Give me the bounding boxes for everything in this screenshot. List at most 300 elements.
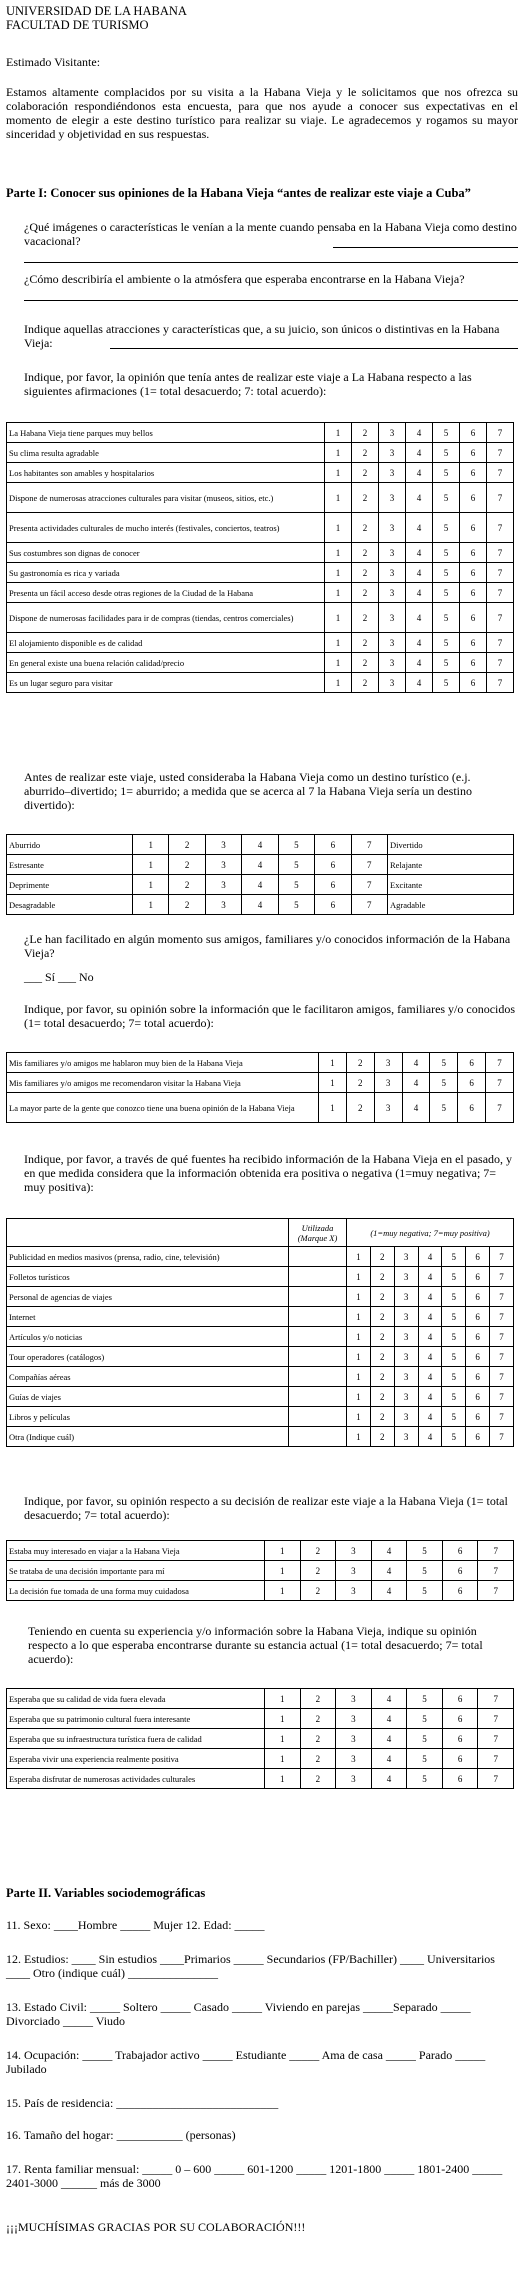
q10-r5-option-1[interactable]: 1 [265, 1769, 301, 1789]
q8-r1-option-4[interactable]: 4 [418, 1247, 442, 1267]
q10-r5-option-3[interactable]: 3 [336, 1769, 372, 1789]
q4-r9-option-1[interactable]: 1 [325, 603, 352, 633]
question-9 [6, 1494, 518, 1522]
q9-r3-option-7[interactable]: 7 [478, 1581, 514, 1601]
question-14[interactable]: 14. Ocupación: _____ Trabajador activo _____ Estudiante _____ Ama de casa _____ Parado _____ Jubilado [6, 2048, 486, 2076]
q8-r4-option-7[interactable]: 7 [490, 1307, 514, 1327]
q10-r2-option-4[interactable]: 4 [371, 1709, 407, 1729]
q8-r6-option-4[interactable]: 4 [418, 1347, 442, 1367]
q8-r5-option-1[interactable]: 1 [347, 1327, 371, 1347]
question-16[interactable]: 16. Tamaño del hogar: ___________ (personas) [6, 2128, 236, 2142]
q4-r4-option-7[interactable]: 7 [487, 483, 514, 513]
q8-row [7, 1327, 514, 1347]
q5-r1-option-4[interactable]: 4 [242, 835, 278, 855]
q4-r11-option-2[interactable]: 2 [352, 653, 379, 673]
q4-r6-option-3[interactable]: 3 [379, 543, 406, 563]
q5-r3-option-6[interactable]: 6 [315, 875, 351, 895]
q4-r8-option-1[interactable]: 1 [325, 583, 352, 603]
q5-r3-option-2[interactable]: 2 [169, 875, 205, 895]
q4-r1-option-1[interactable]: 1 [325, 423, 352, 443]
q4-r10-option-6[interactable]: 6 [460, 633, 487, 653]
q8-r3-option-6[interactable]: 6 [466, 1287, 490, 1307]
q8-r9-option-5[interactable]: 5 [442, 1407, 466, 1427]
q4-r10-option-7[interactable]: 7 [487, 633, 514, 653]
q5-r4-option-6[interactable]: 6 [315, 895, 351, 915]
q5-r3-option-4[interactable]: 4 [242, 875, 278, 895]
q7-r2-option-3[interactable]: 3 [374, 1073, 402, 1093]
q9-r1-option-5[interactable]: 5 [407, 1541, 443, 1561]
q8-r7-option-7[interactable]: 7 [490, 1367, 514, 1387]
q8-r5-option-3[interactable]: 3 [394, 1327, 418, 1347]
q8-r10-option-4[interactable]: 4 [418, 1427, 442, 1447]
q4-r1-option-4[interactable]: 4 [406, 423, 433, 443]
q5-r1-option-7[interactable]: 7 [351, 835, 387, 855]
question-13[interactable]: 13. Estado Civil: _____ Soltero _____ Casado _____ Viviendo en parejas _____Separado _____ Divorciado _____ Viudo [6, 2000, 471, 2028]
q8-r3-option-7[interactable]: 7 [490, 1287, 514, 1307]
q8-r2-option-1[interactable]: 1 [347, 1267, 371, 1287]
q7-r3-option-4[interactable]: 4 [402, 1093, 430, 1123]
q4-r7-option-2[interactable]: 2 [352, 563, 379, 583]
q8-used-checkbox[interactable] [289, 1287, 347, 1307]
q7-r3-option-2[interactable]: 2 [346, 1093, 374, 1123]
q8-r1-option-3[interactable]: 3 [394, 1247, 418, 1267]
q8-r10-option-6[interactable]: 6 [466, 1427, 490, 1447]
q5-r2-option-7[interactable]: 7 [351, 855, 387, 875]
q4-r8-option-5[interactable]: 5 [433, 583, 460, 603]
q8-used-checkbox[interactable] [289, 1427, 347, 1447]
q8-r2-option-3[interactable]: 3 [394, 1267, 418, 1287]
q4-r12-option-4[interactable]: 4 [406, 673, 433, 693]
q5-r2-option-4[interactable]: 4 [242, 855, 278, 875]
q4-r5-option-2[interactable]: 2 [352, 513, 379, 543]
q5-r4-option-3[interactable]: 3 [205, 895, 241, 915]
question-12[interactable]: 12. Estudios: ____ Sin estudios ____Primarios _____ Secundarios (FP/Bachiller) ____ Universitarios ____ Otro (indique cuál) _______________ [6, 1952, 495, 1980]
q1-answer-line[interactable] [333, 247, 518, 248]
q10-r3-option-7[interactable]: 7 [478, 1729, 514, 1749]
q8-r2-option-6[interactable]: 6 [466, 1267, 490, 1287]
q4-statement: Es un lugar seguro para visitar [7, 673, 325, 693]
q4-r12-option-6[interactable]: 6 [460, 673, 487, 693]
q5-r2-option-1[interactable]: 1 [133, 855, 169, 875]
q5-r4-option-4[interactable]: 4 [242, 895, 278, 915]
q8-r9-option-4[interactable]: 4 [418, 1407, 442, 1427]
q10-r1-option-5[interactable]: 5 [407, 1689, 443, 1709]
q8-r2-option-4[interactable]: 4 [418, 1267, 442, 1287]
q8-source: Internet [7, 1307, 289, 1327]
q9-r2-option-2[interactable]: 2 [300, 1561, 336, 1581]
q8-r1-option-2[interactable]: 2 [370, 1247, 394, 1267]
q4-r4-option-6[interactable]: 6 [460, 483, 487, 513]
q9-r3-option-4[interactable]: 4 [371, 1581, 407, 1601]
q4-r9-option-6[interactable]: 6 [460, 603, 487, 633]
q9-r3-option-2[interactable]: 2 [300, 1581, 336, 1601]
q4-r5-option-1[interactable]: 1 [325, 513, 352, 543]
q4-r3-option-7[interactable]: 7 [487, 463, 514, 483]
question-8 [6, 1152, 518, 1194]
q4-r12-option-2[interactable]: 2 [352, 673, 379, 693]
q8-r6-option-3[interactable]: 3 [394, 1347, 418, 1367]
q10-r1-option-3[interactable]: 3 [336, 1689, 372, 1709]
q4-r6-option-6[interactable]: 6 [460, 543, 487, 563]
q4-r8-option-3[interactable]: 3 [379, 583, 406, 603]
q9-r1-option-6[interactable]: 6 [442, 1541, 478, 1561]
q8-r6-option-1[interactable]: 1 [347, 1347, 371, 1367]
q8-r6-option-5[interactable]: 5 [442, 1347, 466, 1367]
q4-r2-option-6[interactable]: 6 [460, 443, 487, 463]
faculty-name: FACULTAD DE TURISMO [6, 18, 149, 32]
q4-row [7, 603, 514, 633]
q8-r8-option-3[interactable]: 3 [394, 1387, 418, 1407]
q10-r2-option-6[interactable]: 6 [442, 1709, 478, 1729]
q5-r4-option-1[interactable]: 1 [133, 895, 169, 915]
q4-r11-option-1[interactable]: 1 [325, 653, 352, 673]
q9-r2-option-6[interactable]: 6 [442, 1561, 478, 1581]
q6-number [6, 932, 24, 946]
q7-r2-option-4[interactable]: 4 [402, 1073, 430, 1093]
q5-r3-option-5[interactable]: 5 [278, 875, 314, 895]
q7-r3-option-7[interactable]: 7 [486, 1093, 514, 1123]
q8-r2-option-2[interactable]: 2 [370, 1267, 394, 1287]
q5-r1-option-2[interactable]: 2 [169, 835, 205, 855]
q9-r1-option-2[interactable]: 2 [300, 1541, 336, 1561]
q4-r6-option-2[interactable]: 2 [352, 543, 379, 563]
q4-r5-option-5[interactable]: 5 [433, 513, 460, 543]
q5-r1-option-3[interactable]: 3 [205, 835, 241, 855]
q8-r8-option-4[interactable]: 4 [418, 1387, 442, 1407]
q9-r2-option-4[interactable]: 4 [371, 1561, 407, 1581]
q10-r2-option-3[interactable]: 3 [336, 1709, 372, 1729]
q4-r8-option-6[interactable]: 6 [460, 583, 487, 603]
q7-r3-option-6[interactable]: 6 [458, 1093, 486, 1123]
q4-r4-option-2[interactable]: 2 [352, 483, 379, 513]
q4-r9-option-2[interactable]: 2 [352, 603, 379, 633]
q8-r7-option-4[interactable]: 4 [418, 1367, 442, 1387]
q4-r3-option-1[interactable]: 1 [325, 463, 352, 483]
q8-source: Artículos y/o noticias [7, 1327, 289, 1347]
q8-used-checkbox[interactable] [289, 1247, 347, 1267]
q7-r1-option-6[interactable]: 6 [458, 1053, 486, 1073]
q4-r3-option-6[interactable]: 6 [460, 463, 487, 483]
q5-r1-option-5[interactable]: 5 [278, 835, 314, 855]
q8-r3-option-2[interactable]: 2 [370, 1287, 394, 1307]
q4-r6-option-5[interactable]: 5 [433, 543, 460, 563]
q5-r3-option-3[interactable]: 3 [205, 875, 241, 895]
q4-r2-option-4[interactable]: 4 [406, 443, 433, 463]
q4-r5-option-6[interactable]: 6 [460, 513, 487, 543]
q5-r2-option-5[interactable]: 5 [278, 855, 314, 875]
q8-r9-option-7[interactable]: 7 [490, 1407, 514, 1427]
q5-r2-option-2[interactable]: 2 [169, 855, 205, 875]
q4-r11-option-5[interactable]: 5 [433, 653, 460, 673]
q9-r3-option-3[interactable]: 3 [336, 1581, 372, 1601]
q5-r4-option-7[interactable]: 7 [351, 895, 387, 915]
q10-r4-option-2[interactable]: 2 [300, 1749, 336, 1769]
q8-r7-option-6[interactable]: 6 [466, 1367, 490, 1387]
q8-r5-option-7[interactable]: 7 [490, 1327, 514, 1347]
q8-r4-option-6[interactable]: 6 [466, 1307, 490, 1327]
q4-r2-option-7[interactable]: 7 [487, 443, 514, 463]
q7-r2-option-1[interactable]: 1 [319, 1073, 347, 1093]
q4-r5-option-7[interactable]: 7 [487, 513, 514, 543]
q6-answer-options[interactable]: ___ Sí ___ No [24, 970, 94, 984]
q8-r8-option-6[interactable]: 6 [466, 1387, 490, 1407]
q4-r5-option-3[interactable]: 3 [379, 513, 406, 543]
q7-r1-option-3[interactable]: 3 [374, 1053, 402, 1073]
q5-r2-option-3[interactable]: 3 [205, 855, 241, 875]
q4-r11-option-4[interactable]: 4 [406, 653, 433, 673]
q10-row [7, 1689, 514, 1709]
q9-r2-option-7[interactable]: 7 [478, 1561, 514, 1581]
q8-r10-option-2[interactable]: 2 [370, 1427, 394, 1447]
q4-r10-option-4[interactable]: 4 [406, 633, 433, 653]
q4-r8-option-7[interactable]: 7 [487, 583, 514, 603]
q7-r1-option-5[interactable]: 5 [430, 1053, 458, 1073]
q10-r4-option-5[interactable]: 5 [407, 1749, 443, 1769]
q4-r10-option-3[interactable]: 3 [379, 633, 406, 653]
q4-r11-option-3[interactable]: 3 [379, 653, 406, 673]
q9-r2-option-5[interactable]: 5 [407, 1561, 443, 1581]
q4-r3-option-3[interactable]: 3 [379, 463, 406, 483]
q9-r1-option-3[interactable]: 3 [336, 1541, 372, 1561]
q8-r8-option-2[interactable]: 2 [370, 1387, 394, 1407]
q4-r4-option-3[interactable]: 3 [379, 483, 406, 513]
q8-r3-option-4[interactable]: 4 [418, 1287, 442, 1307]
q10-r2-option-5[interactable]: 5 [407, 1709, 443, 1729]
q4-r5-option-4[interactable]: 4 [406, 513, 433, 543]
q8-r7-option-5[interactable]: 5 [442, 1367, 466, 1387]
q9-r3-option-5[interactable]: 5 [407, 1581, 443, 1601]
q8-r4-option-4[interactable]: 4 [418, 1307, 442, 1327]
q4-r6-option-4[interactable]: 4 [406, 543, 433, 563]
q10-r5-option-4[interactable]: 4 [371, 1769, 407, 1789]
greeting: Estimado Visitante: [6, 55, 101, 69]
q8-r5-option-4[interactable]: 4 [418, 1327, 442, 1347]
q8-r9-option-1[interactable]: 1 [347, 1407, 371, 1427]
q10-r5-option-7[interactable]: 7 [478, 1769, 514, 1789]
q8-r1-option-7[interactable]: 7 [490, 1247, 514, 1267]
q4-r2-option-3[interactable]: 3 [379, 443, 406, 463]
q4-r2-option-2[interactable]: 2 [352, 443, 379, 463]
q4-r9-option-5[interactable]: 5 [433, 603, 460, 633]
q8-r3-option-3[interactable]: 3 [394, 1287, 418, 1307]
q7-r3-option-3[interactable]: 3 [374, 1093, 402, 1123]
q8-r1-option-5[interactable]: 5 [442, 1247, 466, 1267]
q8-r6-option-7[interactable]: 7 [490, 1347, 514, 1367]
q8-r1-option-1[interactable]: 1 [347, 1247, 371, 1267]
q8-r8-option-7[interactable]: 7 [490, 1387, 514, 1407]
q9-r3-option-6[interactable]: 6 [442, 1581, 478, 1601]
q8-table [6, 1218, 514, 1447]
q4-r2-option-5[interactable]: 5 [433, 443, 460, 463]
q4-statement: Dispone de numerosas atracciones culturales para visitar (museos, sitios, etc.) [7, 483, 325, 513]
q7-r1-option-2[interactable]: 2 [346, 1053, 374, 1073]
q4-r9-option-3[interactable]: 3 [379, 603, 406, 633]
q4-r4-option-1[interactable]: 1 [325, 483, 352, 513]
q5-r4-option-5[interactable]: 5 [278, 895, 314, 915]
q4-r7-option-1[interactable]: 1 [325, 563, 352, 583]
q8-r8-option-1[interactable]: 1 [347, 1387, 371, 1407]
q8-r10-option-3[interactable]: 3 [394, 1427, 418, 1447]
q9-r1-option-1[interactable]: 1 [265, 1541, 301, 1561]
q4-r11-option-6[interactable]: 6 [460, 653, 487, 673]
q4-r12-option-3[interactable]: 3 [379, 673, 406, 693]
q8-r6-option-2[interactable]: 2 [370, 1347, 394, 1367]
q4-row [7, 673, 514, 693]
question-11[interactable]: 11. Sexo: ____Hombre _____ Mujer 12. Edad: _____ [6, 1918, 265, 1932]
q4-r10-option-1[interactable]: 1 [325, 633, 352, 653]
q5-r1-option-6[interactable]: 6 [315, 835, 351, 855]
q8-used-checkbox[interactable] [289, 1307, 347, 1327]
q8-r10-option-7[interactable]: 7 [490, 1427, 514, 1447]
q4-r12-option-7[interactable]: 7 [487, 673, 514, 693]
q2-answer-line[interactable] [24, 300, 518, 301]
q8-used-checkbox[interactable] [289, 1387, 347, 1407]
q9-r2-option-1[interactable]: 1 [265, 1561, 301, 1581]
q8-r5-option-5[interactable]: 5 [442, 1327, 466, 1347]
q8-source: Otra (Indique cuál) [7, 1427, 289, 1447]
q8-r2-option-7[interactable]: 7 [490, 1267, 514, 1287]
q8-r10-option-5[interactable]: 5 [442, 1427, 466, 1447]
q7-r2-option-5[interactable]: 5 [430, 1073, 458, 1093]
q10-r2-option-7[interactable]: 7 [478, 1709, 514, 1729]
q10-r2-option-2[interactable]: 2 [300, 1709, 336, 1729]
q5-number [6, 770, 24, 784]
q4-r9-option-7[interactable]: 7 [487, 603, 514, 633]
q4-r12-option-5[interactable]: 5 [433, 673, 460, 693]
q10-r1-option-6[interactable]: 6 [442, 1689, 478, 1709]
q8-r9-option-3[interactable]: 3 [394, 1407, 418, 1427]
q8-r3-option-1[interactable]: 1 [347, 1287, 371, 1307]
q9-r1-option-4[interactable]: 4 [371, 1541, 407, 1561]
q4-r7-option-4[interactable]: 4 [406, 563, 433, 583]
q8-source: Guías de viajes [7, 1387, 289, 1407]
q10-r2-option-1[interactable]: 1 [265, 1709, 301, 1729]
q8-r9-option-2[interactable]: 2 [370, 1407, 394, 1427]
q8-r4-option-5[interactable]: 5 [442, 1307, 466, 1327]
question-15[interactable]: 15. País de residencia: ___________________________ [6, 2096, 279, 2110]
q4-r9-option-4[interactable]: 4 [406, 603, 433, 633]
q8-used-checkbox[interactable] [289, 1367, 347, 1387]
q8-r10-option-1[interactable]: 1 [347, 1427, 371, 1447]
q4-r1-option-3[interactable]: 3 [379, 423, 406, 443]
q4-r6-option-1[interactable]: 1 [325, 543, 352, 563]
q4-r12-option-1[interactable]: 1 [325, 673, 352, 693]
q10-r5-option-6[interactable]: 6 [442, 1769, 478, 1789]
q4-r8-option-2[interactable]: 2 [352, 583, 379, 603]
q4-r4-option-5[interactable]: 5 [433, 483, 460, 513]
q10-r3-option-2[interactable]: 2 [300, 1729, 336, 1749]
q5-r3-option-7[interactable]: 7 [351, 875, 387, 895]
q8-r5-option-6[interactable]: 6 [466, 1327, 490, 1347]
q7-r1-option-7[interactable]: 7 [486, 1053, 514, 1073]
q4-r7-option-3[interactable]: 3 [379, 563, 406, 583]
q4-r2-option-1[interactable]: 1 [325, 443, 352, 463]
q5-r3-option-1[interactable]: 1 [133, 875, 169, 895]
q8-r3-option-5[interactable]: 5 [442, 1287, 466, 1307]
q4-r6-option-7[interactable]: 7 [487, 543, 514, 563]
q4-r7-option-5[interactable]: 5 [433, 563, 460, 583]
q10-r3-option-4[interactable]: 4 [371, 1729, 407, 1749]
q4-r1-option-7[interactable]: 7 [487, 423, 514, 443]
q8-r2-option-5[interactable]: 5 [442, 1267, 466, 1287]
q8-r8-option-5[interactable]: 5 [442, 1387, 466, 1407]
q7-r2-option-6[interactable]: 6 [458, 1073, 486, 1093]
q3-answer-line[interactable] [110, 348, 518, 349]
q4-r7-option-6[interactable]: 6 [460, 563, 487, 583]
q7-r2-option-7[interactable]: 7 [486, 1073, 514, 1093]
q7-statement: Mis familiares y/o amigos me recomendaron visitar la Habana Vieja [7, 1073, 319, 1093]
q7-r1-option-1[interactable]: 1 [319, 1053, 347, 1073]
q9-r2-option-3[interactable]: 3 [336, 1561, 372, 1581]
q8-r7-option-2[interactable]: 2 [370, 1367, 394, 1387]
q7-r2-option-2[interactable]: 2 [346, 1073, 374, 1093]
q10-r3-option-5[interactable]: 5 [407, 1729, 443, 1749]
q10-r4-option-1[interactable]: 1 [265, 1749, 301, 1769]
q8-r7-option-1[interactable]: 1 [347, 1367, 371, 1387]
q10-r1-option-2[interactable]: 2 [300, 1689, 336, 1709]
q4-r3-option-2[interactable]: 2 [352, 463, 379, 483]
q10-r4-option-4[interactable]: 4 [371, 1749, 407, 1769]
question-17[interactable]: 17. Renta familiar mensual: _____ 0 – 600 _____ 601-1200 _____ 1201-1800 _____ 1801-2400 _____ 2401-3000 ______ más de 3000 [6, 2162, 503, 2190]
q8-r9-option-6[interactable]: 6 [466, 1407, 490, 1427]
q8-r1-option-6[interactable]: 6 [466, 1247, 490, 1267]
q8-used-checkbox[interactable] [289, 1407, 347, 1427]
q4-r3-option-5[interactable]: 5 [433, 463, 460, 483]
q10-r1-option-7[interactable]: 7 [478, 1689, 514, 1709]
q4-r1-option-6[interactable]: 6 [460, 423, 487, 443]
q4-r8-option-4[interactable]: 4 [406, 583, 433, 603]
q8-used-checkbox[interactable] [289, 1267, 347, 1287]
q4-r10-option-5[interactable]: 5 [433, 633, 460, 653]
q4-r7-option-7[interactable]: 7 [487, 563, 514, 583]
q1-answer-line-2[interactable] [24, 262, 518, 263]
q10-r4-option-6[interactable]: 6 [442, 1749, 478, 1769]
q4-r1-option-5[interactable]: 5 [433, 423, 460, 443]
q5-r4-option-2[interactable]: 2 [169, 895, 205, 915]
q4-r3-option-4[interactable]: 4 [406, 463, 433, 483]
q10-r4-option-3[interactable]: 3 [336, 1749, 372, 1769]
q10-r4-option-7[interactable]: 7 [478, 1749, 514, 1769]
q7-r1-option-4[interactable]: 4 [402, 1053, 430, 1073]
q10-r3-option-1[interactable]: 1 [265, 1729, 301, 1749]
q9-r1-option-7[interactable]: 7 [478, 1541, 514, 1561]
q8-r4-option-1[interactable]: 1 [347, 1307, 371, 1327]
q5-r2-option-6[interactable]: 6 [315, 855, 351, 875]
q7-r3-option-5[interactable]: 5 [430, 1093, 458, 1123]
q8-r7-option-3[interactable]: 3 [394, 1367, 418, 1387]
q8-r5-option-2[interactable]: 2 [370, 1327, 394, 1347]
q9-r3-option-1[interactable]: 1 [265, 1581, 301, 1601]
q8-r6-option-6[interactable]: 6 [466, 1347, 490, 1367]
q8-r4-option-3[interactable]: 3 [394, 1307, 418, 1327]
q10-r1-option-4[interactable]: 4 [371, 1689, 407, 1709]
q5-r1-option-1[interactable]: 1 [133, 835, 169, 855]
q4-r11-option-7[interactable]: 7 [487, 653, 514, 673]
q10-r5-option-2[interactable]: 2 [300, 1769, 336, 1789]
q8-r4-option-2[interactable]: 2 [370, 1307, 394, 1327]
q4-r10-option-2[interactable]: 2 [352, 633, 379, 653]
q10-r5-option-5[interactable]: 5 [407, 1769, 443, 1789]
q4-r4-option-4[interactable]: 4 [406, 483, 433, 513]
q8-used-checkbox[interactable] [289, 1347, 347, 1367]
q10-r3-option-3[interactable]: 3 [336, 1729, 372, 1749]
q8-used-checkbox[interactable] [289, 1327, 347, 1347]
q10-r3-option-6[interactable]: 6 [442, 1729, 478, 1749]
q4-r1-option-2[interactable]: 2 [352, 423, 379, 443]
q10-r1-option-1[interactable]: 1 [265, 1689, 301, 1709]
q7-r3-option-1[interactable]: 1 [319, 1093, 347, 1123]
q8-head-used: Utilizada (Marque X) [289, 1219, 347, 1247]
